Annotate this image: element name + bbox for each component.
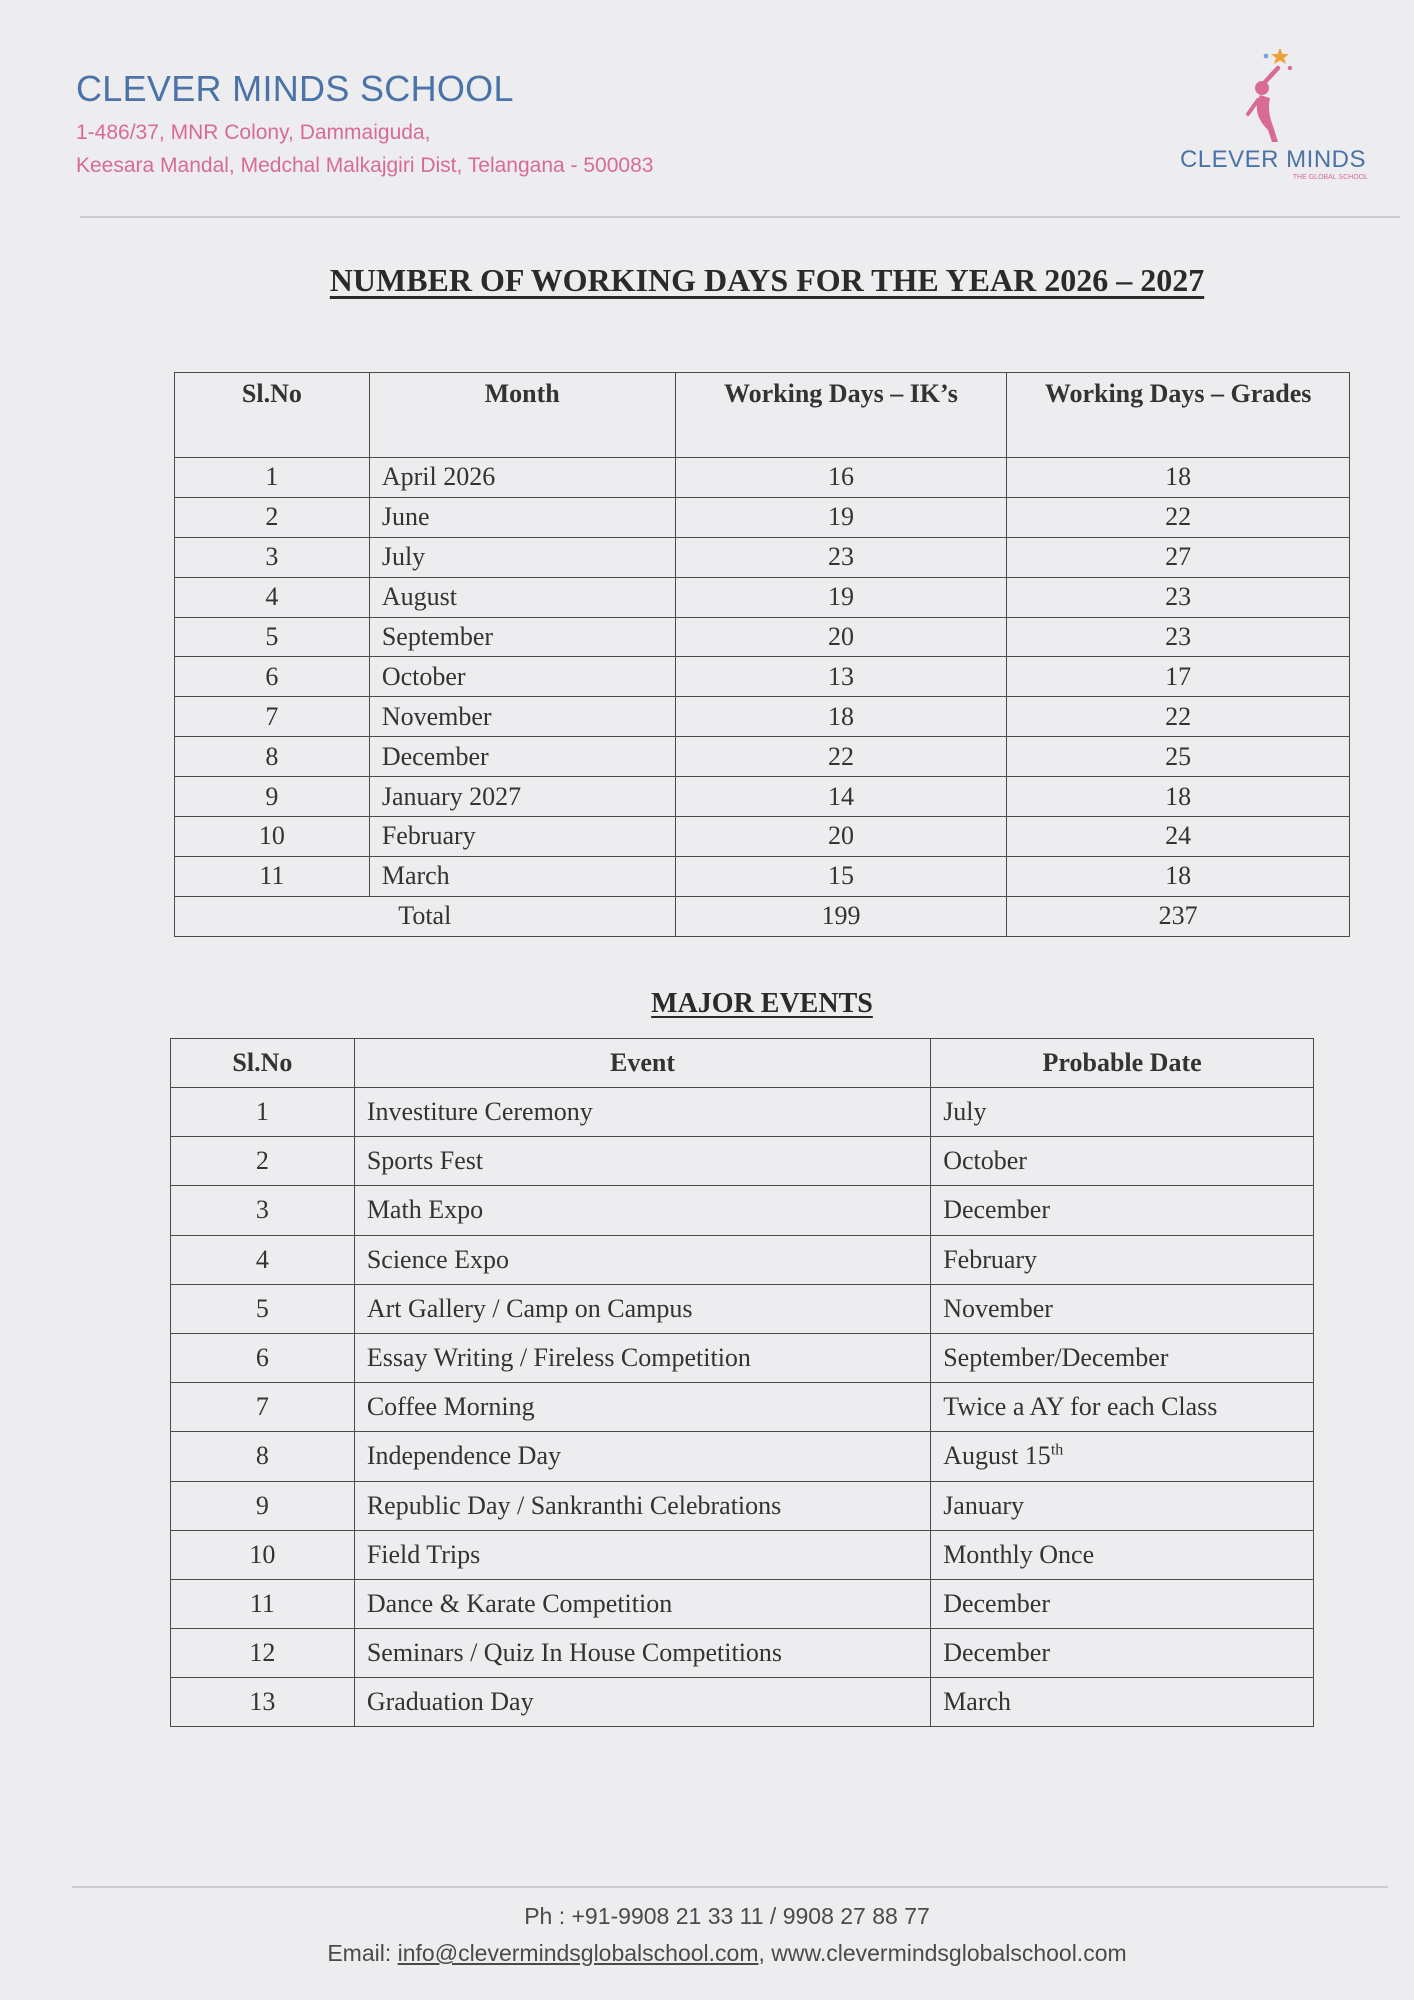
event-cell: Science Expo — [354, 1235, 930, 1284]
month-cell: March — [369, 856, 675, 896]
total-ik-days: 199 — [675, 896, 1007, 936]
date-cell: December — [931, 1186, 1314, 1235]
working-days-title: NUMBER OF WORKING DAYS FOR THE YEAR 2026 – 2027 — [329, 262, 1205, 298]
footer-divider — [72, 1886, 1388, 1888]
ik-days-cell: 20 — [675, 617, 1007, 657]
major-events-table — [170, 1038, 1314, 1727]
table-row — [175, 537, 1350, 577]
date-cell: September/December — [931, 1333, 1314, 1382]
sl-cell: 3 — [171, 1186, 355, 1235]
sl-cell: 8 — [171, 1432, 355, 1481]
grades-days-cell: 22 — [1007, 697, 1350, 737]
ik-days-cell: 19 — [675, 497, 1007, 537]
sl-cell: 8 — [175, 737, 370, 777]
table-row — [175, 856, 1350, 896]
total-grades-days: 237 — [1007, 896, 1350, 936]
total-label: Total — [175, 896, 676, 936]
table-row — [175, 617, 1350, 657]
grades-days-cell: 23 — [1007, 577, 1350, 617]
month-cell: June — [369, 497, 675, 537]
date-cell: December — [931, 1579, 1314, 1628]
sl-cell: 10 — [175, 817, 370, 857]
sl-cell: 1 — [171, 1088, 355, 1137]
column-header: Probable Date — [931, 1039, 1314, 1088]
email-label: Email: — [327, 1940, 398, 1966]
sl-cell: 5 — [175, 617, 370, 657]
table-row — [175, 458, 1350, 498]
event-cell: Field Trips — [354, 1530, 930, 1579]
total-row — [175, 896, 1350, 936]
child-with-stars-icon — [1238, 42, 1308, 146]
table-row — [171, 1235, 1314, 1284]
grades-days-cell: 25 — [1007, 737, 1350, 777]
sl-cell: 7 — [171, 1383, 355, 1432]
school-logo — [1168, 42, 1378, 182]
school-name: CLEVER MINDS SCHOOL — [76, 68, 514, 109]
table-row — [175, 697, 1350, 737]
table-row — [171, 1432, 1314, 1481]
table-row — [171, 1530, 1314, 1579]
sl-cell: 6 — [175, 657, 370, 697]
sl-cell: 11 — [171, 1579, 355, 1628]
grades-days-cell: 24 — [1007, 817, 1350, 857]
grades-days-cell: 18 — [1007, 856, 1350, 896]
month-cell: February — [369, 817, 675, 857]
sl-cell: 12 — [171, 1629, 355, 1678]
event-cell: Art Gallery / Camp on Campus — [354, 1284, 930, 1333]
event-cell: Republic Day / Sankranthi Celebrations — [354, 1481, 930, 1530]
date-cell: December — [931, 1629, 1314, 1678]
sl-cell: 6 — [171, 1333, 355, 1382]
logo-tagline: THE GLOBAL SCHOOL — [1292, 174, 1368, 181]
grades-days-cell: 18 — [1007, 458, 1350, 498]
column-header: Sl.No — [171, 1039, 355, 1088]
ik-days-cell: 15 — [675, 856, 1007, 896]
table-row — [171, 1137, 1314, 1186]
column-header: Working Days – Grades — [1007, 373, 1350, 458]
table-row — [171, 1579, 1314, 1628]
table-row — [175, 777, 1350, 817]
sl-cell: 3 — [175, 537, 370, 577]
working-days-table — [174, 372, 1350, 937]
table-row — [171, 1481, 1314, 1530]
column-header: Month — [369, 373, 675, 458]
date-cell: February — [931, 1235, 1314, 1284]
sl-cell: 10 — [171, 1530, 355, 1579]
footer-contact — [0, 1940, 1414, 1967]
table-row — [175, 577, 1350, 617]
grades-days-cell: 27 — [1007, 537, 1350, 577]
date-cell: Monthly Once — [931, 1530, 1314, 1579]
date-cell: Twice a AY for each Class — [931, 1383, 1314, 1432]
table-row — [175, 657, 1350, 697]
ik-days-cell: 13 — [675, 657, 1007, 697]
ik-days-cell: 22 — [675, 737, 1007, 777]
date-cell: January — [931, 1481, 1314, 1530]
table-row — [175, 497, 1350, 537]
table-row — [171, 1629, 1314, 1678]
ik-days-cell: 14 — [675, 777, 1007, 817]
major-events-title: MAJOR EVENTS — [651, 988, 873, 1019]
month-cell: October — [369, 657, 675, 697]
table-row — [171, 1333, 1314, 1382]
ik-days-cell: 18 — [675, 697, 1007, 737]
email-link[interactable]: info@clevermindsglobalschool.com — [397, 1940, 759, 1966]
grades-days-cell: 17 — [1007, 657, 1350, 697]
sl-cell: 9 — [175, 777, 370, 817]
date-cell: July — [931, 1088, 1314, 1137]
ik-days-cell: 16 — [675, 458, 1007, 498]
ik-days-cell: 19 — [675, 577, 1007, 617]
grades-days-cell: 22 — [1007, 497, 1350, 537]
month-cell: September — [369, 617, 675, 657]
sl-cell: 4 — [175, 577, 370, 617]
ik-days-cell: 20 — [675, 817, 1007, 857]
event-cell: Sports Fest — [354, 1137, 930, 1186]
table-row — [171, 1678, 1314, 1727]
month-cell: December — [369, 737, 675, 777]
date-cell: March — [931, 1678, 1314, 1727]
sl-cell: 2 — [171, 1137, 355, 1186]
sl-cell: 5 — [171, 1284, 355, 1333]
table-row — [171, 1284, 1314, 1333]
event-cell: Math Expo — [354, 1186, 930, 1235]
header-divider — [80, 216, 1400, 218]
column-header: Sl.No — [175, 373, 370, 458]
month-cell: April 2026 — [369, 458, 675, 498]
table-row — [171, 1088, 1314, 1137]
month-cell: January 2027 — [369, 777, 675, 817]
address-line-1: 1-486/37, MNR Colony, Dammaiguda, — [76, 121, 431, 144]
footer-phone: Ph : +91-9908 21 33 11 / 9908 27 88 77 — [524, 1903, 930, 1929]
table-row — [171, 1383, 1314, 1432]
event-cell: Seminars / Quiz In House Competitions — [354, 1629, 930, 1678]
sl-cell: 9 — [171, 1481, 355, 1530]
sl-cell: 2 — [175, 497, 370, 537]
table-row — [175, 737, 1350, 777]
ik-days-cell: 23 — [675, 537, 1007, 577]
event-cell: Dance & Karate Competition — [354, 1579, 930, 1628]
address-line-2: Keesara Mandal, Medchal Malkajgiri Dist, Telangana - 500083 — [76, 154, 654, 177]
date-text: August 15 — [943, 1441, 1051, 1471]
date-cell — [931, 1432, 1314, 1481]
event-cell: Independence Day — [354, 1432, 930, 1481]
table-row — [171, 1186, 1314, 1235]
event-cell: Investiture Ceremony — [354, 1088, 930, 1137]
event-cell: Essay Writing / Fireless Competition — [354, 1333, 930, 1382]
sl-cell: 1 — [175, 458, 370, 498]
sl-cell: 11 — [175, 856, 370, 896]
month-cell: August — [369, 577, 675, 617]
table-row — [175, 817, 1350, 857]
date-cell: November — [931, 1284, 1314, 1333]
logo-wordmark: CLEVER MINDS — [1179, 146, 1367, 173]
grades-days-cell: 23 — [1007, 617, 1350, 657]
website-text: , www.clevermindsglobalschool.com — [758, 1940, 1127, 1966]
date-cell: October — [931, 1137, 1314, 1186]
column-header: Event — [354, 1039, 930, 1088]
event-cell: Coffee Morning — [354, 1383, 930, 1432]
sl-cell: 7 — [175, 697, 370, 737]
table-header-row — [175, 373, 1350, 458]
month-cell: July — [369, 537, 675, 577]
date-ordinal-suffix: th — [1050, 1441, 1064, 1459]
table-header-row — [171, 1039, 1314, 1088]
sl-cell: 4 — [171, 1235, 355, 1284]
event-cell: Graduation Day — [354, 1678, 930, 1727]
sl-cell: 13 — [171, 1678, 355, 1727]
month-cell: November — [369, 697, 675, 737]
grades-days-cell: 18 — [1007, 777, 1350, 817]
column-header: Working Days – IK’s — [675, 373, 1007, 458]
